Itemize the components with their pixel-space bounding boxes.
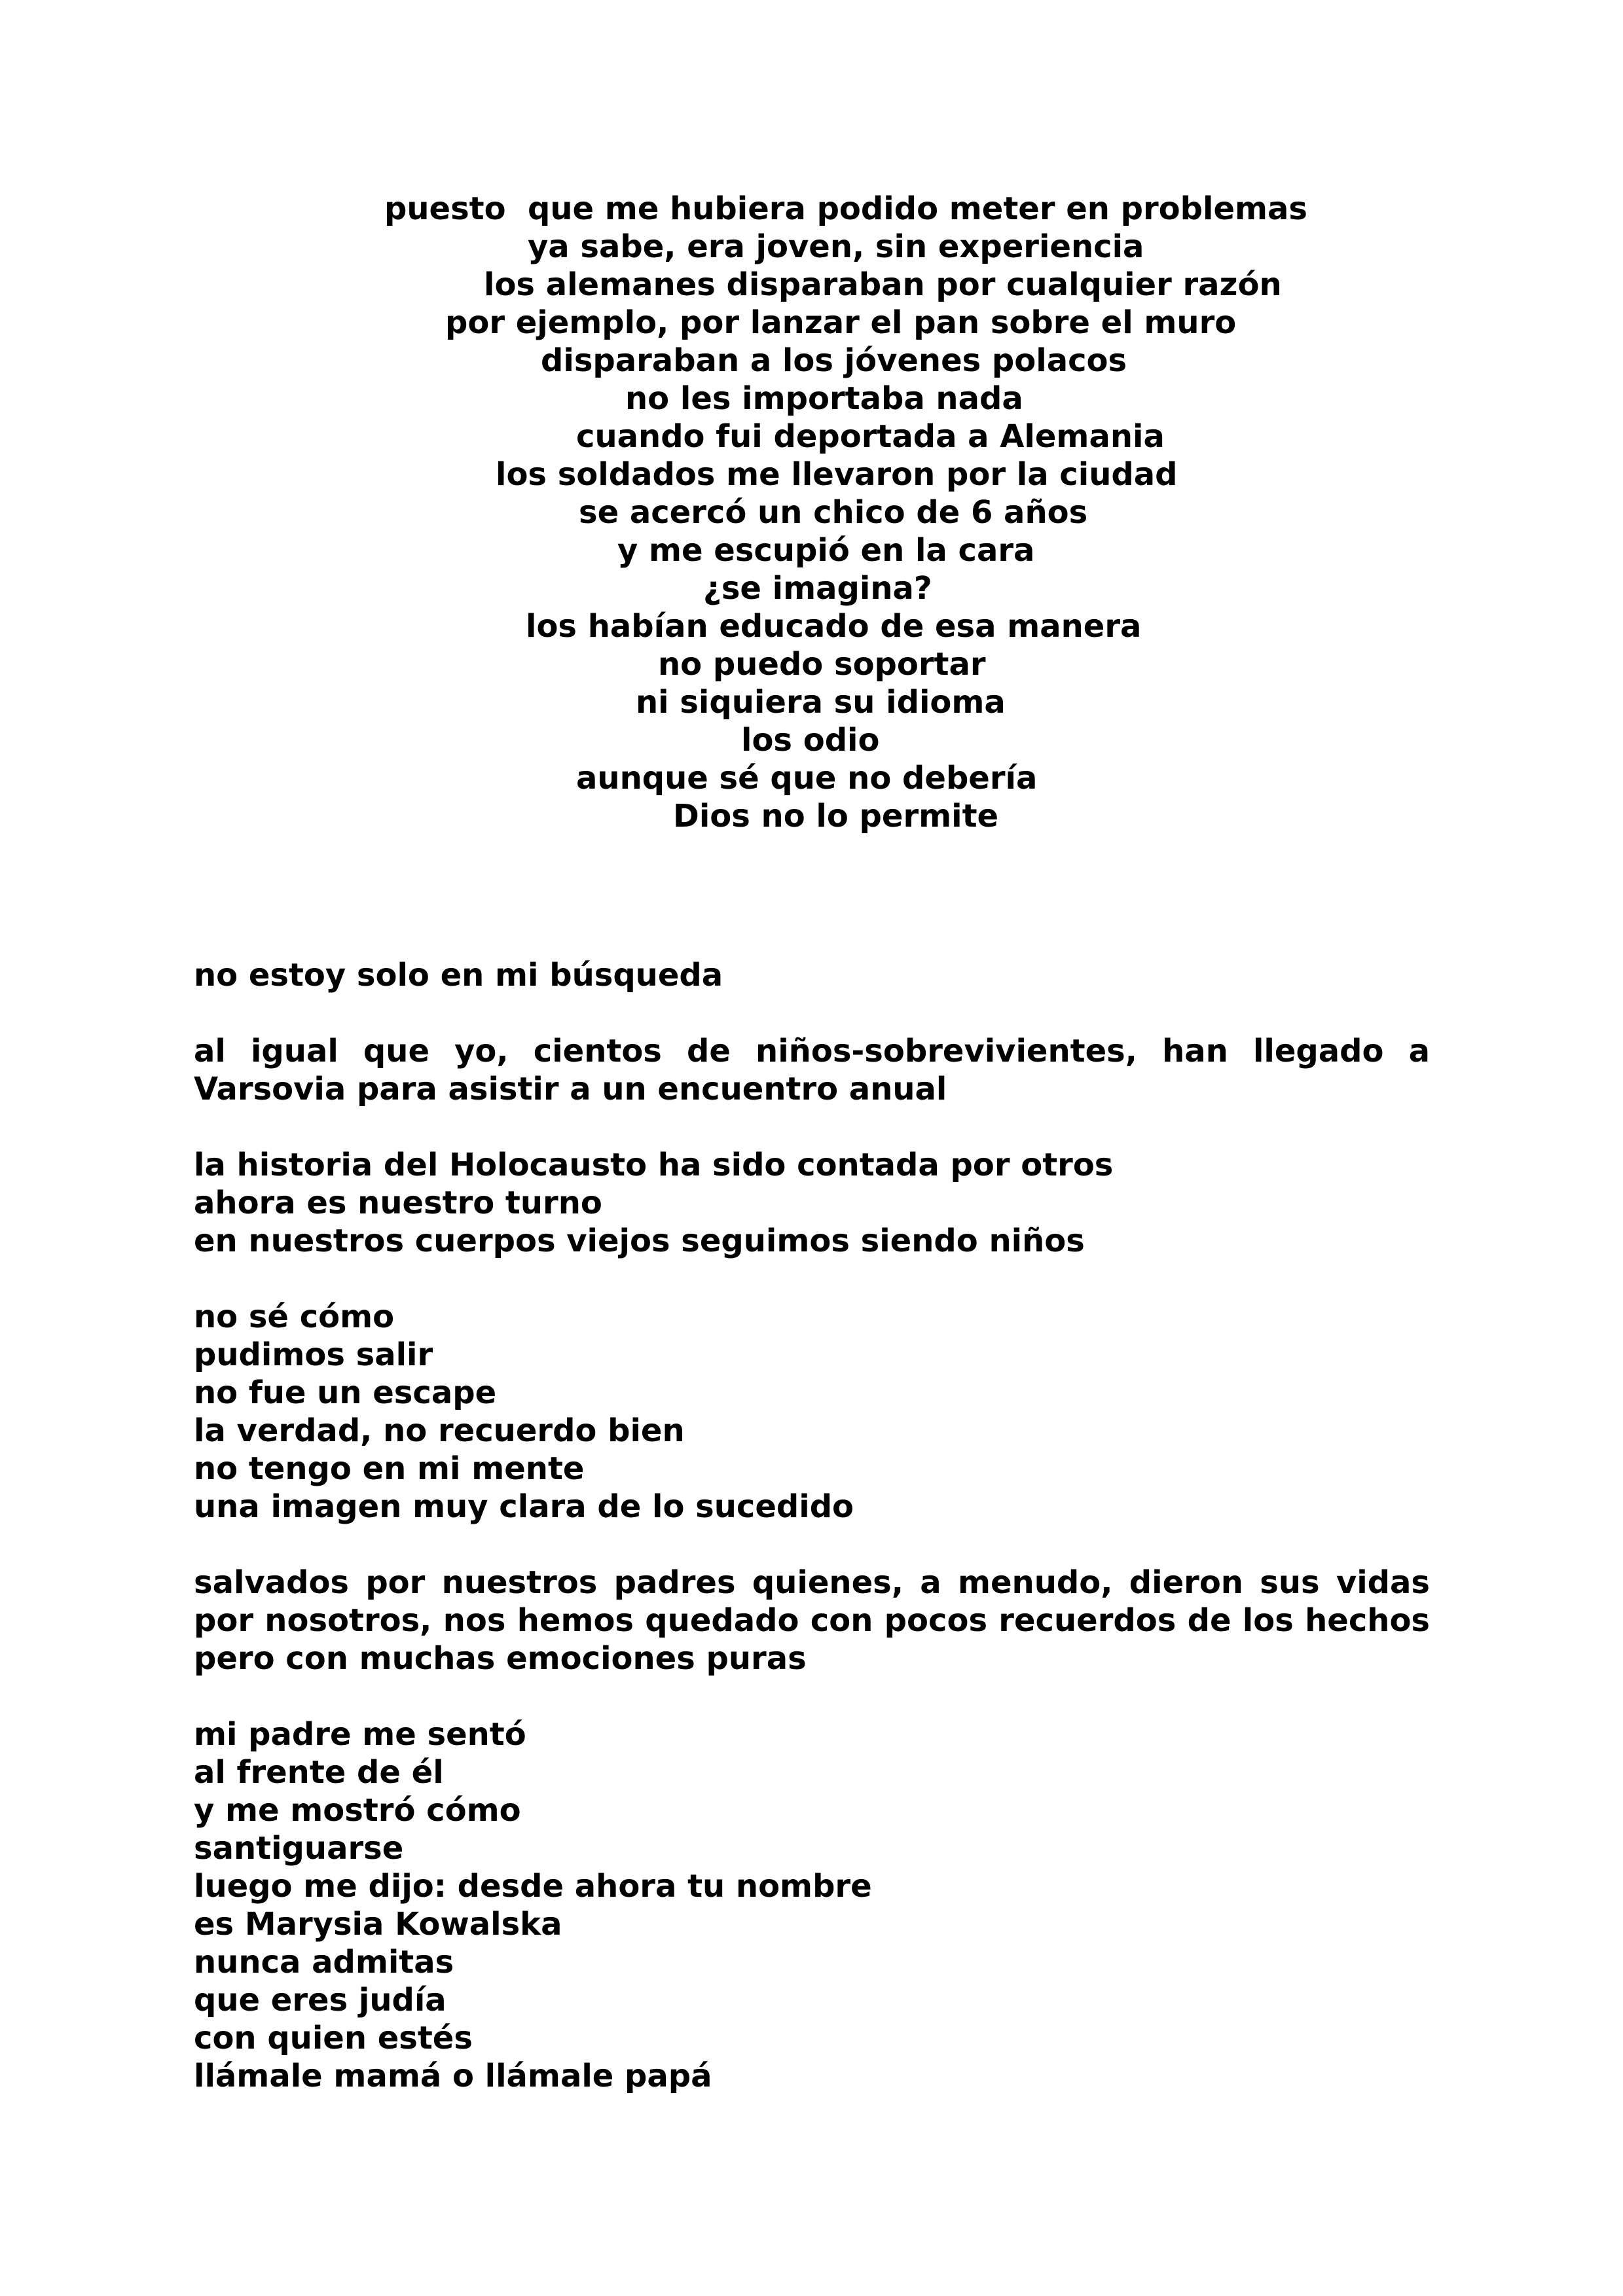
text-line: es Marysia Kowalska bbox=[194, 1906, 562, 1943]
poem-line: aunque sé que no debería bbox=[576, 760, 1038, 797]
text-line: en nuestros cuerpos viejos seguimos siendo niños bbox=[194, 1223, 1085, 1259]
poem-line: no puedo soportar bbox=[658, 646, 986, 683]
stanza bbox=[194, 1715, 1430, 2095]
text-line: la verdad, no recuerdo bien bbox=[194, 1412, 685, 1449]
stanza bbox=[194, 1298, 1430, 1526]
text-line: llámale mamá o llámale papá bbox=[194, 2058, 712, 2094]
poem-line: puesto que me hubiera podido meter en problemas bbox=[384, 190, 1307, 227]
poem-line: los alemanes disparaban por cualquier razón bbox=[484, 266, 1282, 303]
text-line: mi padre me sentó bbox=[194, 1716, 526, 1753]
text-line: nunca admitas bbox=[194, 1944, 454, 1981]
text-line: y me mostró cómo bbox=[194, 1792, 521, 1829]
text-line: que eres judía bbox=[194, 1982, 447, 2018]
paragraph: salvados por nuestros padres quienes, a menudo, dieron sus vidas por nosotros, nos hemos quedado con pocos recuerdos de los hechos pero con muchas emociones puras bbox=[194, 1564, 1430, 1677]
stanza bbox=[194, 1146, 1430, 1260]
poem-line: disparaban a los jóvenes polacos bbox=[541, 342, 1127, 379]
poem-line: los odio bbox=[741, 722, 880, 759]
text-line: pudimos salir bbox=[194, 1336, 433, 1373]
text-line: santiguarse bbox=[194, 1830, 404, 1867]
poem-line: se acercó un chico de 6 años bbox=[579, 494, 1088, 531]
prose-section bbox=[194, 956, 1430, 2133]
text-line: luego me dijo: desde ahora tu nombre bbox=[194, 1868, 872, 1905]
poem-line: cuando fui deportada a Alemania bbox=[576, 418, 1165, 455]
text-line: ahora es nuestro turno bbox=[194, 1185, 602, 1221]
text-line: la historia del Holocausto ha sido contada por otros bbox=[194, 1147, 1114, 1183]
stanza bbox=[194, 956, 1430, 994]
poem-line: por ejemplo, por lanzar el pan sobre el muro bbox=[445, 304, 1237, 341]
text-line: al frente de él bbox=[194, 1754, 444, 1791]
poem-line: los habían educado de esa manera bbox=[526, 608, 1142, 645]
text-line: no sé cómo bbox=[194, 1299, 395, 1335]
text-line: no tengo en mi mente bbox=[194, 1450, 585, 1487]
poem-line: ya sabe, era joven, sin experiencia bbox=[528, 228, 1144, 265]
poem-line: ¿se imagina? bbox=[703, 570, 932, 607]
text-line: no fue un escape bbox=[194, 1374, 497, 1411]
text-line: una imagen muy clara de lo sucedido bbox=[194, 1488, 854, 1525]
paragraph: al igual que yo, cientos de niños-sobrevivientes, han llegado a Varsovia para asistir a un encuentro anual bbox=[194, 1033, 1430, 1107]
text-line: no estoy solo en mi búsqueda bbox=[194, 957, 723, 994]
text-line: con quien estés bbox=[194, 2020, 473, 2056]
poem-line: no les importaba nada bbox=[625, 380, 1023, 417]
poem-line: los soldados me llevaron por la ciudad bbox=[496, 456, 1178, 493]
poem-line: Dios no lo permite bbox=[673, 798, 999, 834]
poem-line: ni siquiera su idioma bbox=[636, 684, 1006, 721]
poem-line: y me escupió en la cara bbox=[617, 532, 1035, 569]
